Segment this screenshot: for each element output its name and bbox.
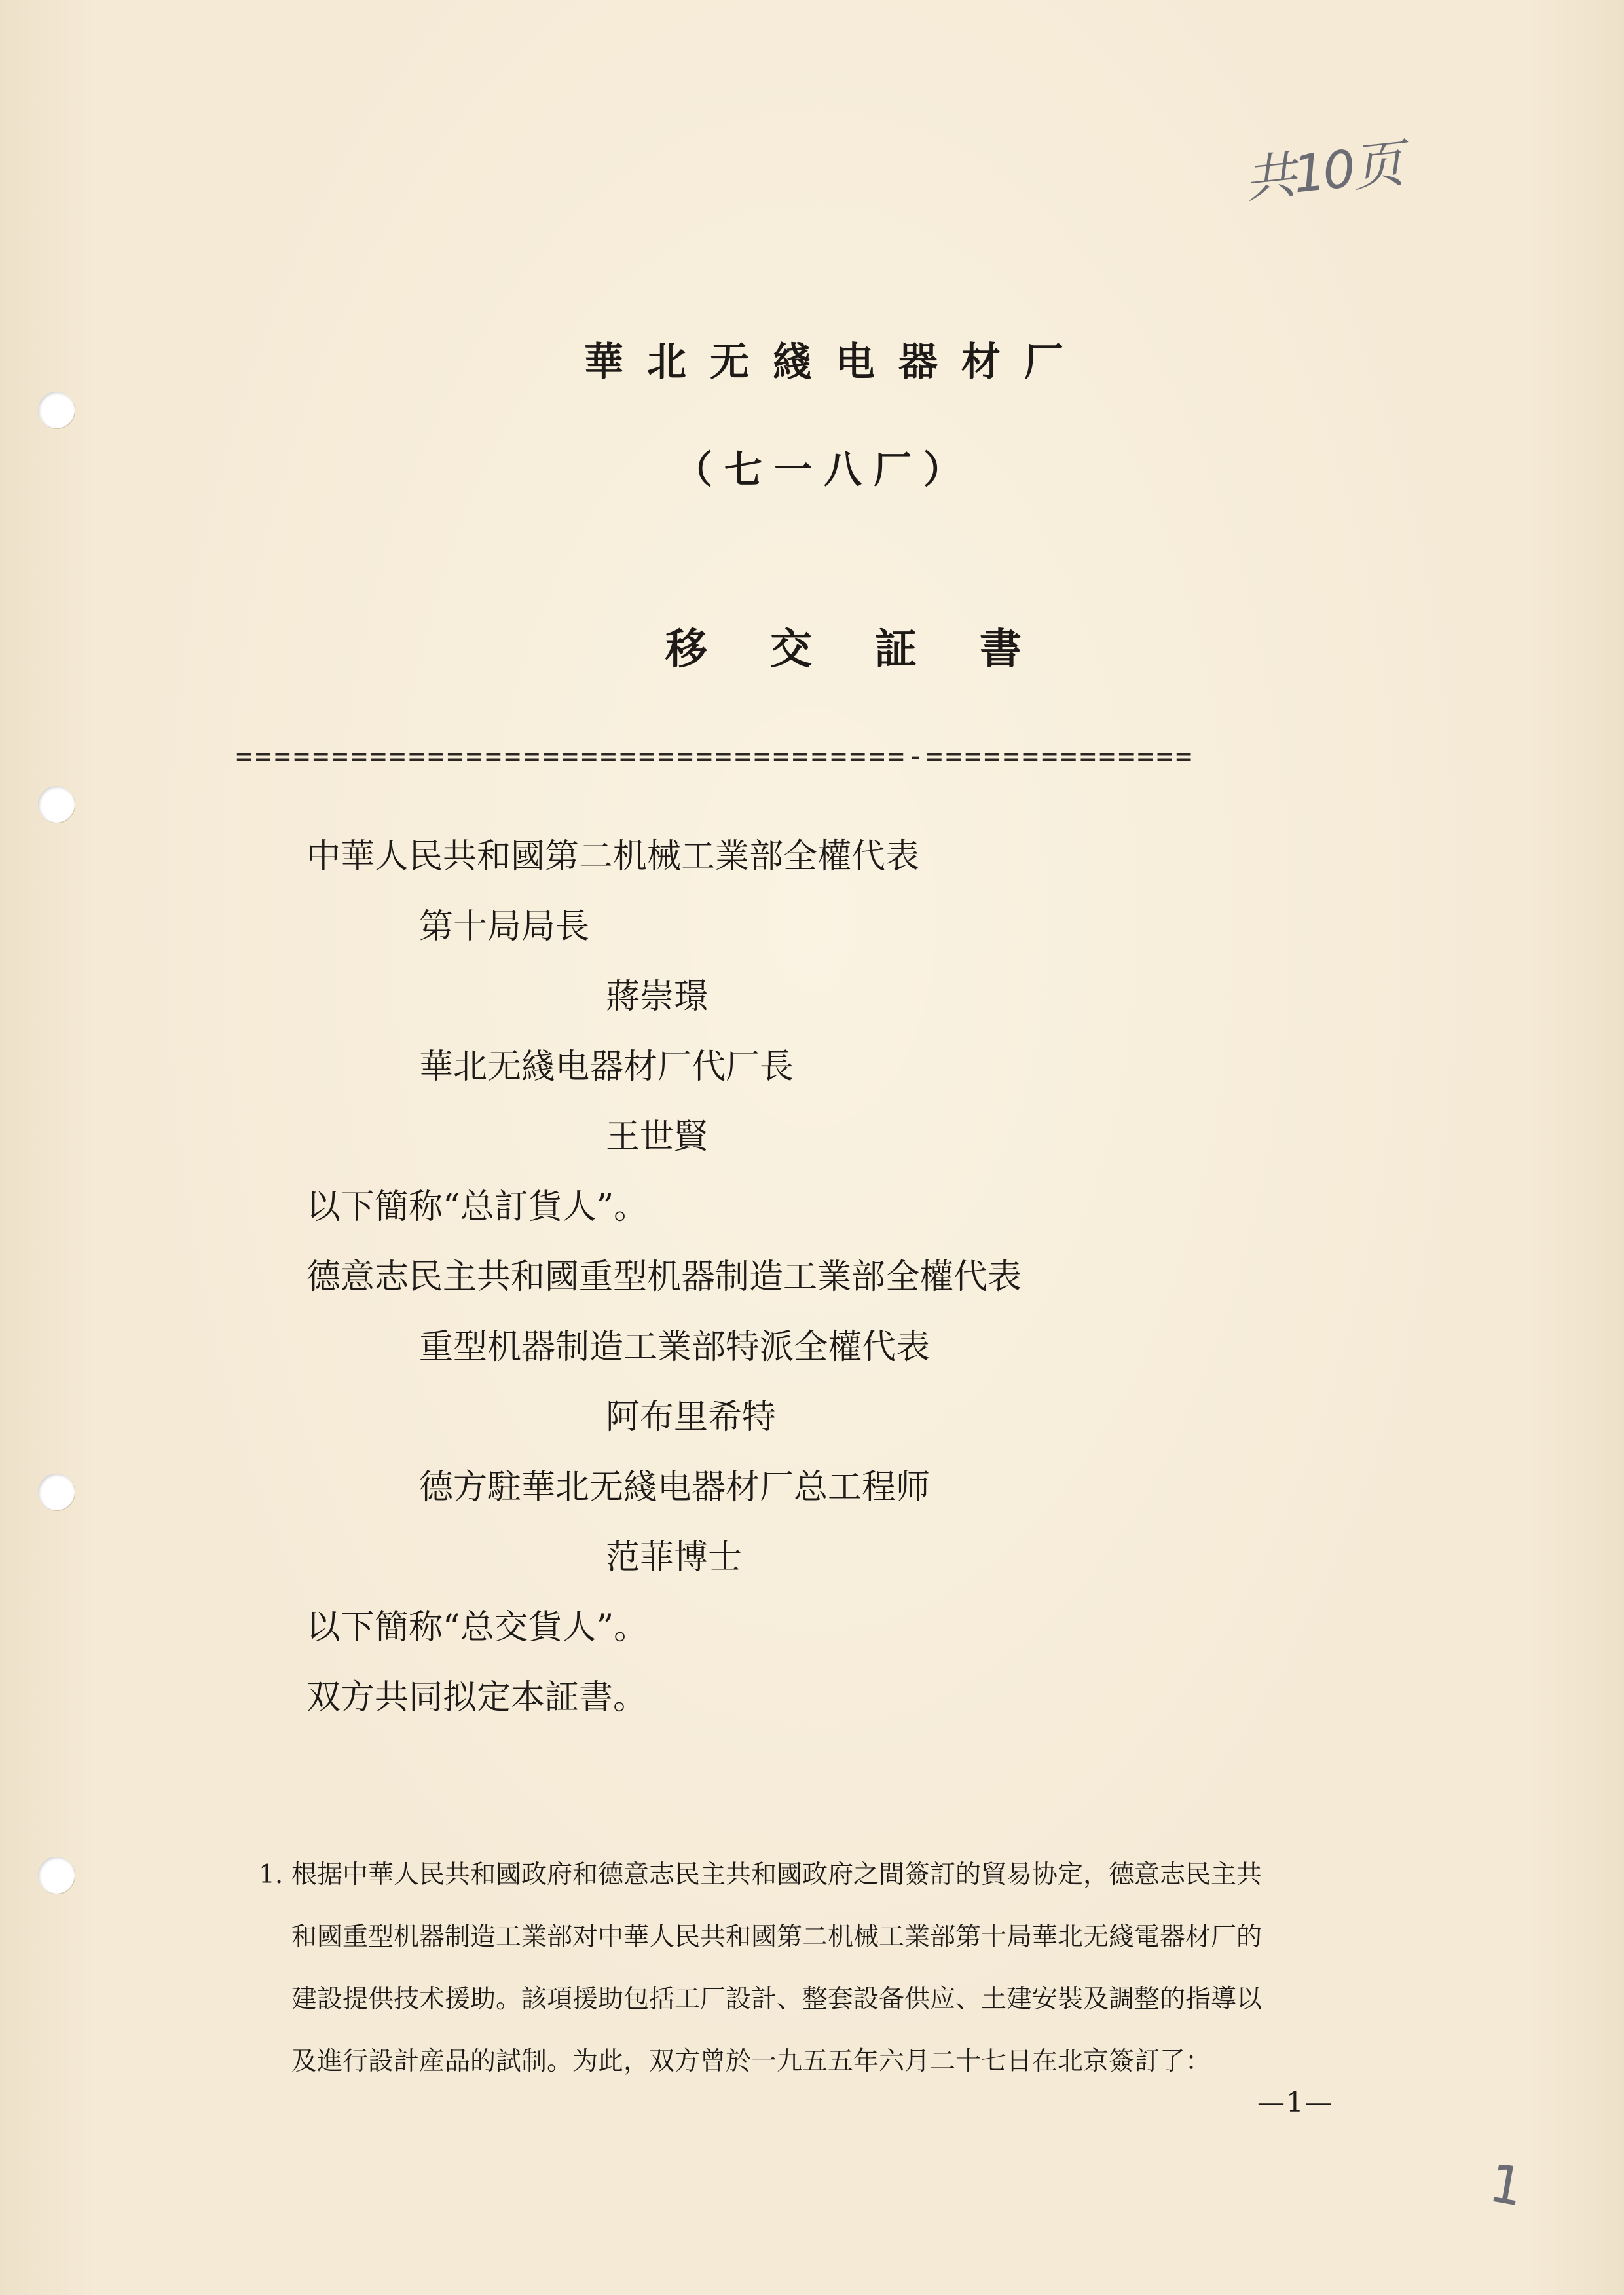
punch-hole: [38, 392, 75, 428]
paragraph-line: 建設提供技术援助。該項援助包括工厂設計、整套設备供应、土建安裝及調整的指導以: [291, 1985, 1263, 2014]
party-line: 重型机器制造工業部特派全權代表: [419, 1328, 931, 1367]
party-line: 德方駐華北无綫电器材厂总工程师: [419, 1468, 931, 1507]
paragraph-line: 和國重型机器制造工業部对中華人民共和國第二机械工業部第十局華北无綫電器材厂的: [291, 1922, 1263, 1952]
paragraph-number: 1.: [259, 1860, 284, 1890]
factory-code: （七一八厂）: [674, 447, 973, 492]
punch-hole: [38, 1474, 75, 1510]
party-line: 華北无綫电器材厂代厂長: [419, 1047, 794, 1087]
paragraph-line: 根据中華人民共和國政府和德意志民主共和國政府之間簽訂的貿易协定，德意志民主共: [291, 1860, 1263, 1890]
party-line: 第十局局長: [419, 907, 590, 946]
punch-hole: [38, 1857, 75, 1894]
divider-rule: ===================================-==============: [236, 740, 1195, 772]
party-line: 以下簡称“总訂貨人”。: [306, 1187, 648, 1227]
page-number: —1—: [1257, 2086, 1334, 2118]
party-line: 王世賢: [606, 1117, 709, 1157]
handwritten-page-mark: 1: [1485, 2152, 1528, 2218]
party-line: 蔣崇璟: [606, 977, 709, 1017]
factory-name: 華北无綫电器材厂: [584, 339, 1087, 385]
punch-hole: [38, 786, 75, 823]
document-title: 移交証書: [665, 625, 1084, 674]
party-line: 以下簡称“总交貨人”。: [306, 1608, 648, 1647]
paragraph-line: 及進行設計産品的試制。为此，双方曾於一九五五年六月二十七日在北京簽訂了：: [291, 2047, 1211, 2076]
handwritten-page-count: 共10页: [1242, 134, 1405, 210]
party-line: 德意志民主共和國重型机器制造工業部全權代表: [306, 1258, 1022, 1297]
party-line: 阿布里希特: [606, 1398, 777, 1437]
party-line: 范菲博士: [606, 1538, 743, 1577]
party-line: 中華人民共和國第二机械工業部全權代表: [306, 837, 920, 876]
party-line: 双方共同拟定本証書。: [306, 1678, 648, 1717]
